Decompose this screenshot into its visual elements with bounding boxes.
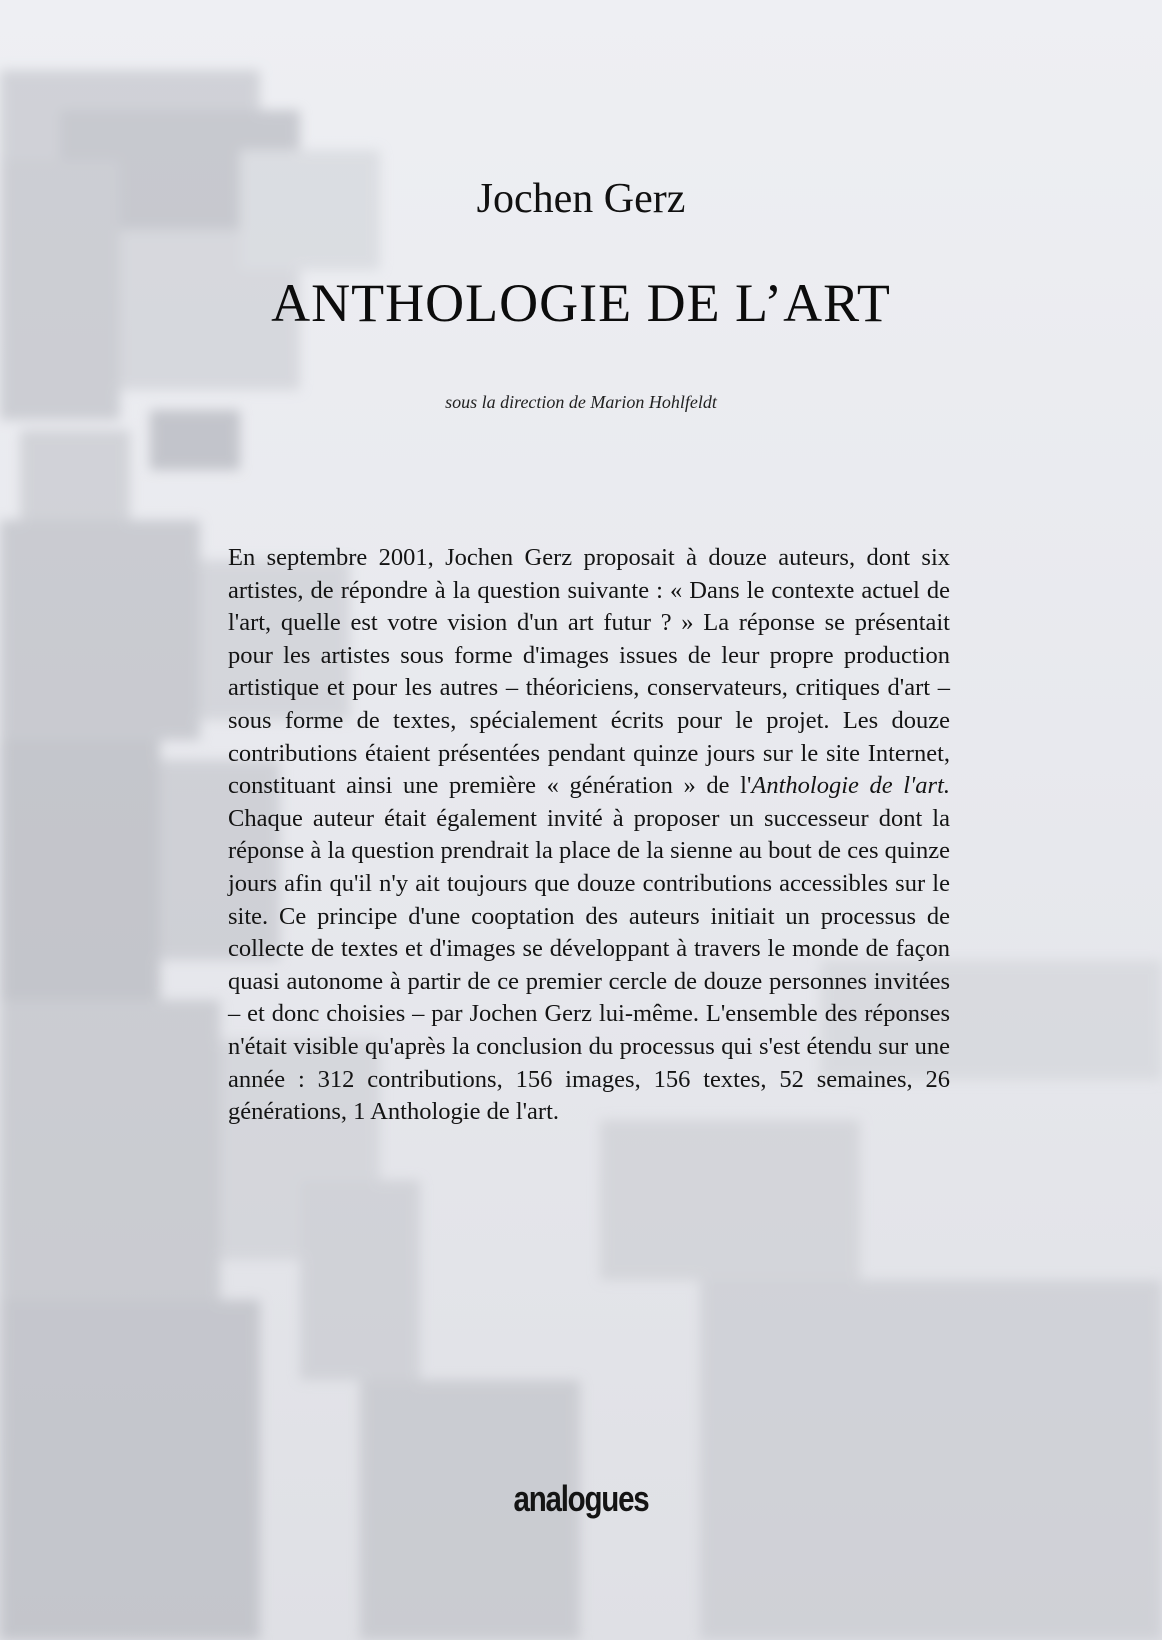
blurb-paragraph xyxy=(228,542,950,1129)
publisher-logo: analogues xyxy=(513,1478,649,1519)
blurb-part-2: Chaque auteur était également invité à proposer un successeur dont la réponse à la question prendrait la place de la sienne au bout de ces quinze jours afin qu'il n'y ait toujours que douze contributions accessibles sur le site. Ce principe d'une cooptation des auteurs initiait un processus de collecte de textes et d'images se développant à travers le monde de façon quasi autonome à partir de ce premier cercle de douze personnes invitées – et donc choisies – par Jochen Gerz lui-même. L'ensemble des réponses n'était visible qu'après la conclusion du processus qui s'est étendu sur une année : 312 contributions, 156 images, 156 textes, 52 semaines, 26 générations, 1 Anthologie de l'art. xyxy=(228,804,950,1126)
editor-credit: sous la direction de Marion Hohlfeldt xyxy=(445,392,717,412)
back-cover-blurb xyxy=(228,542,950,1129)
author-name: Jochen Gerz xyxy=(476,176,686,222)
blurb-italic-title: Anthologie de l'art. xyxy=(751,772,951,800)
book-title: ANTHOLOGIE DE L’ART xyxy=(271,273,891,333)
blurb-part-1: En septembre 2001, Jochen Gerz proposait à douze auteurs, dont six artistes, de répondre à la question suivante : « Dans le contexte actuel de l'art, quelle est votre vision d'un art futur ? » La réponse se présentait pour les artistes sous forme d'images issues de leur propre production artistique et pour les autres – théoriciens, conservateurs, critiques d'art – sous forme de textes, spécialement écrits pour le projet. Les douze contributions étaient présentées pendant quinze jours sur le site Internet, constituant ainsi une première « génération » de l' xyxy=(228,544,950,800)
